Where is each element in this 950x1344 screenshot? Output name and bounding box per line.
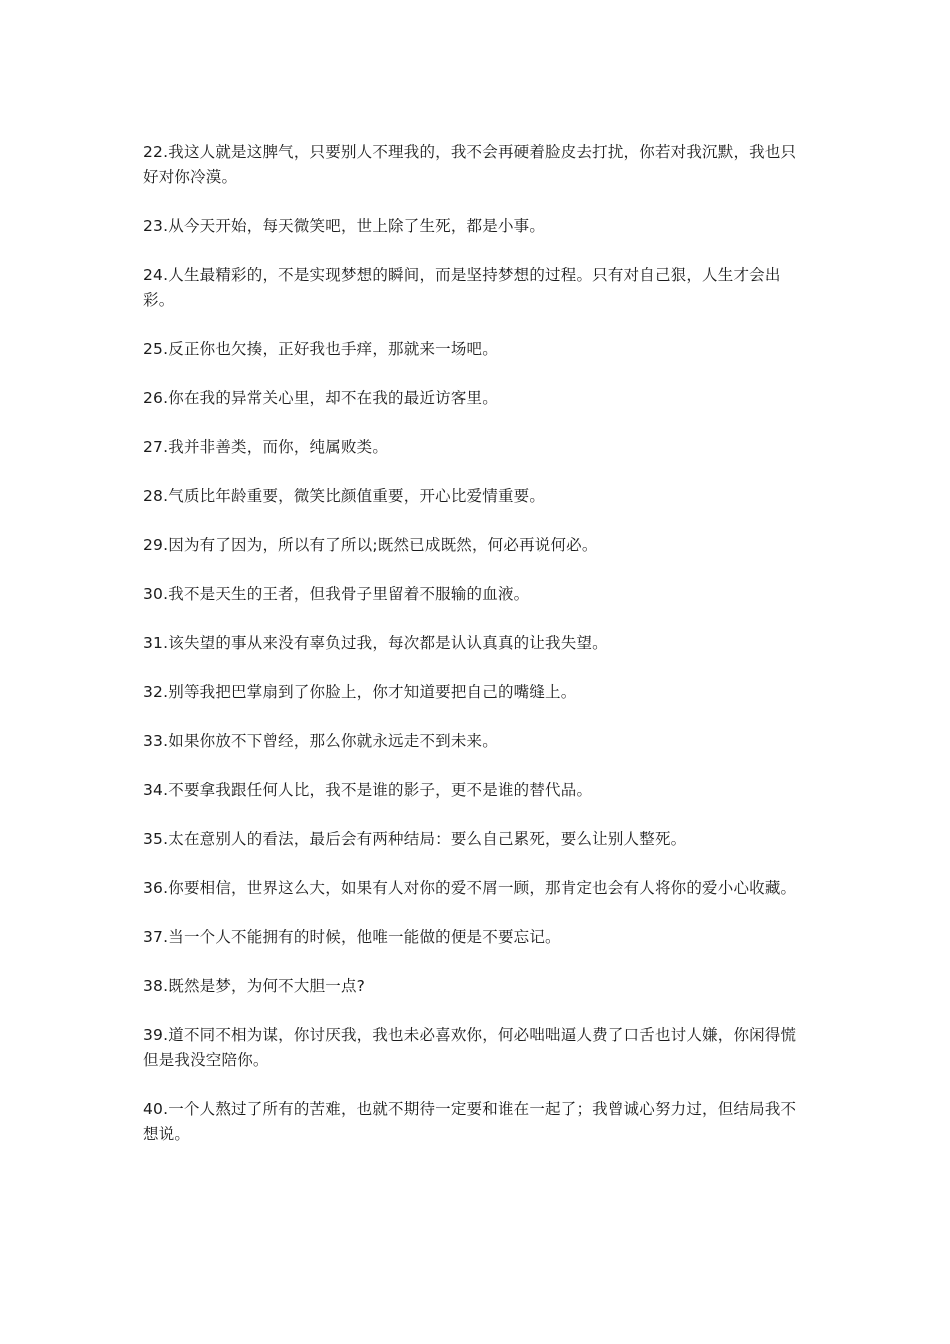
quote-39: 39.道不同不相为谋，你讨厌我，我也未必喜欢你，何必咄咄逼人费了口舌也讨人嫌，你闲得慌但是我没空陪你。 (143, 1026, 797, 1069)
quote-34: 34.不要拿我跟任何人比，我不是谁的影子，更不是谁的替代品。 (143, 781, 593, 799)
quote-30: 30.我不是天生的王者，但我骨子里留着不服输的血液。 (143, 585, 530, 603)
quote-23: 23.从今天开始，每天微笑吧，世上除了生死，都是小事。 (143, 217, 546, 235)
quote-33: 33.如果你放不下曾经，那么你就永远走不到未来。 (143, 732, 498, 750)
quote-28: 28.气质比年龄重要，微笑比颜值重要，开心比爱情重要。 (143, 487, 546, 505)
quote-35: 35.太在意别人的看法，最后会有两种结局：要么自己累死，要么让别人整死。 (143, 830, 687, 848)
quote-36: 36.你要相信，世界这么大，如果有人对你的爱不屑一顾，那肯定也会有人将你的爱小心收藏。 (143, 879, 797, 897)
quote-25: 25.反正你也欠揍，正好我也手痒，那就来一场吧。 (143, 340, 498, 358)
quote-32: 32.别等我把巴掌扇到了你脸上，你才知道要把自己的嘴缝上。 (143, 683, 577, 701)
quote-22: 22.我这人就是这脾气，只要别人不理我的，我不会再硬着脸皮去打扰，你若对我沉默，我也只好对你冷漠。 (143, 143, 797, 186)
quote-29: 29.因为有了因为，所以有了所以;既然已成既然，何必再说何必。 (143, 536, 598, 554)
quote-24: 24.人生最精彩的，不是实现梦想的瞬间，而是坚持梦想的过程。只有对自己狠，人生才会出彩。 (143, 266, 781, 309)
quote-37: 37.当一个人不能拥有的时候，他唯一能做的便是不要忘记。 (143, 928, 561, 946)
quote-26: 26.你在我的异常关心里，却不在我的最近访客里。 (143, 389, 498, 407)
quote-list (143, 140, 808, 1171)
quote-38: 38.既然是梦，为何不大胆一点? (143, 977, 366, 995)
quote-40: 40.一个人熬过了所有的苦难，也就不期待一定要和谁在一起了；我曾诚心努力过，但结局我不想说。 (143, 1100, 797, 1143)
quote-31: 31.该失望的事从来没有辜负过我，每次都是认认真真的让我失望。 (143, 634, 608, 652)
quote-27: 27.我并非善类，而你，纯属败类。 (143, 438, 389, 456)
